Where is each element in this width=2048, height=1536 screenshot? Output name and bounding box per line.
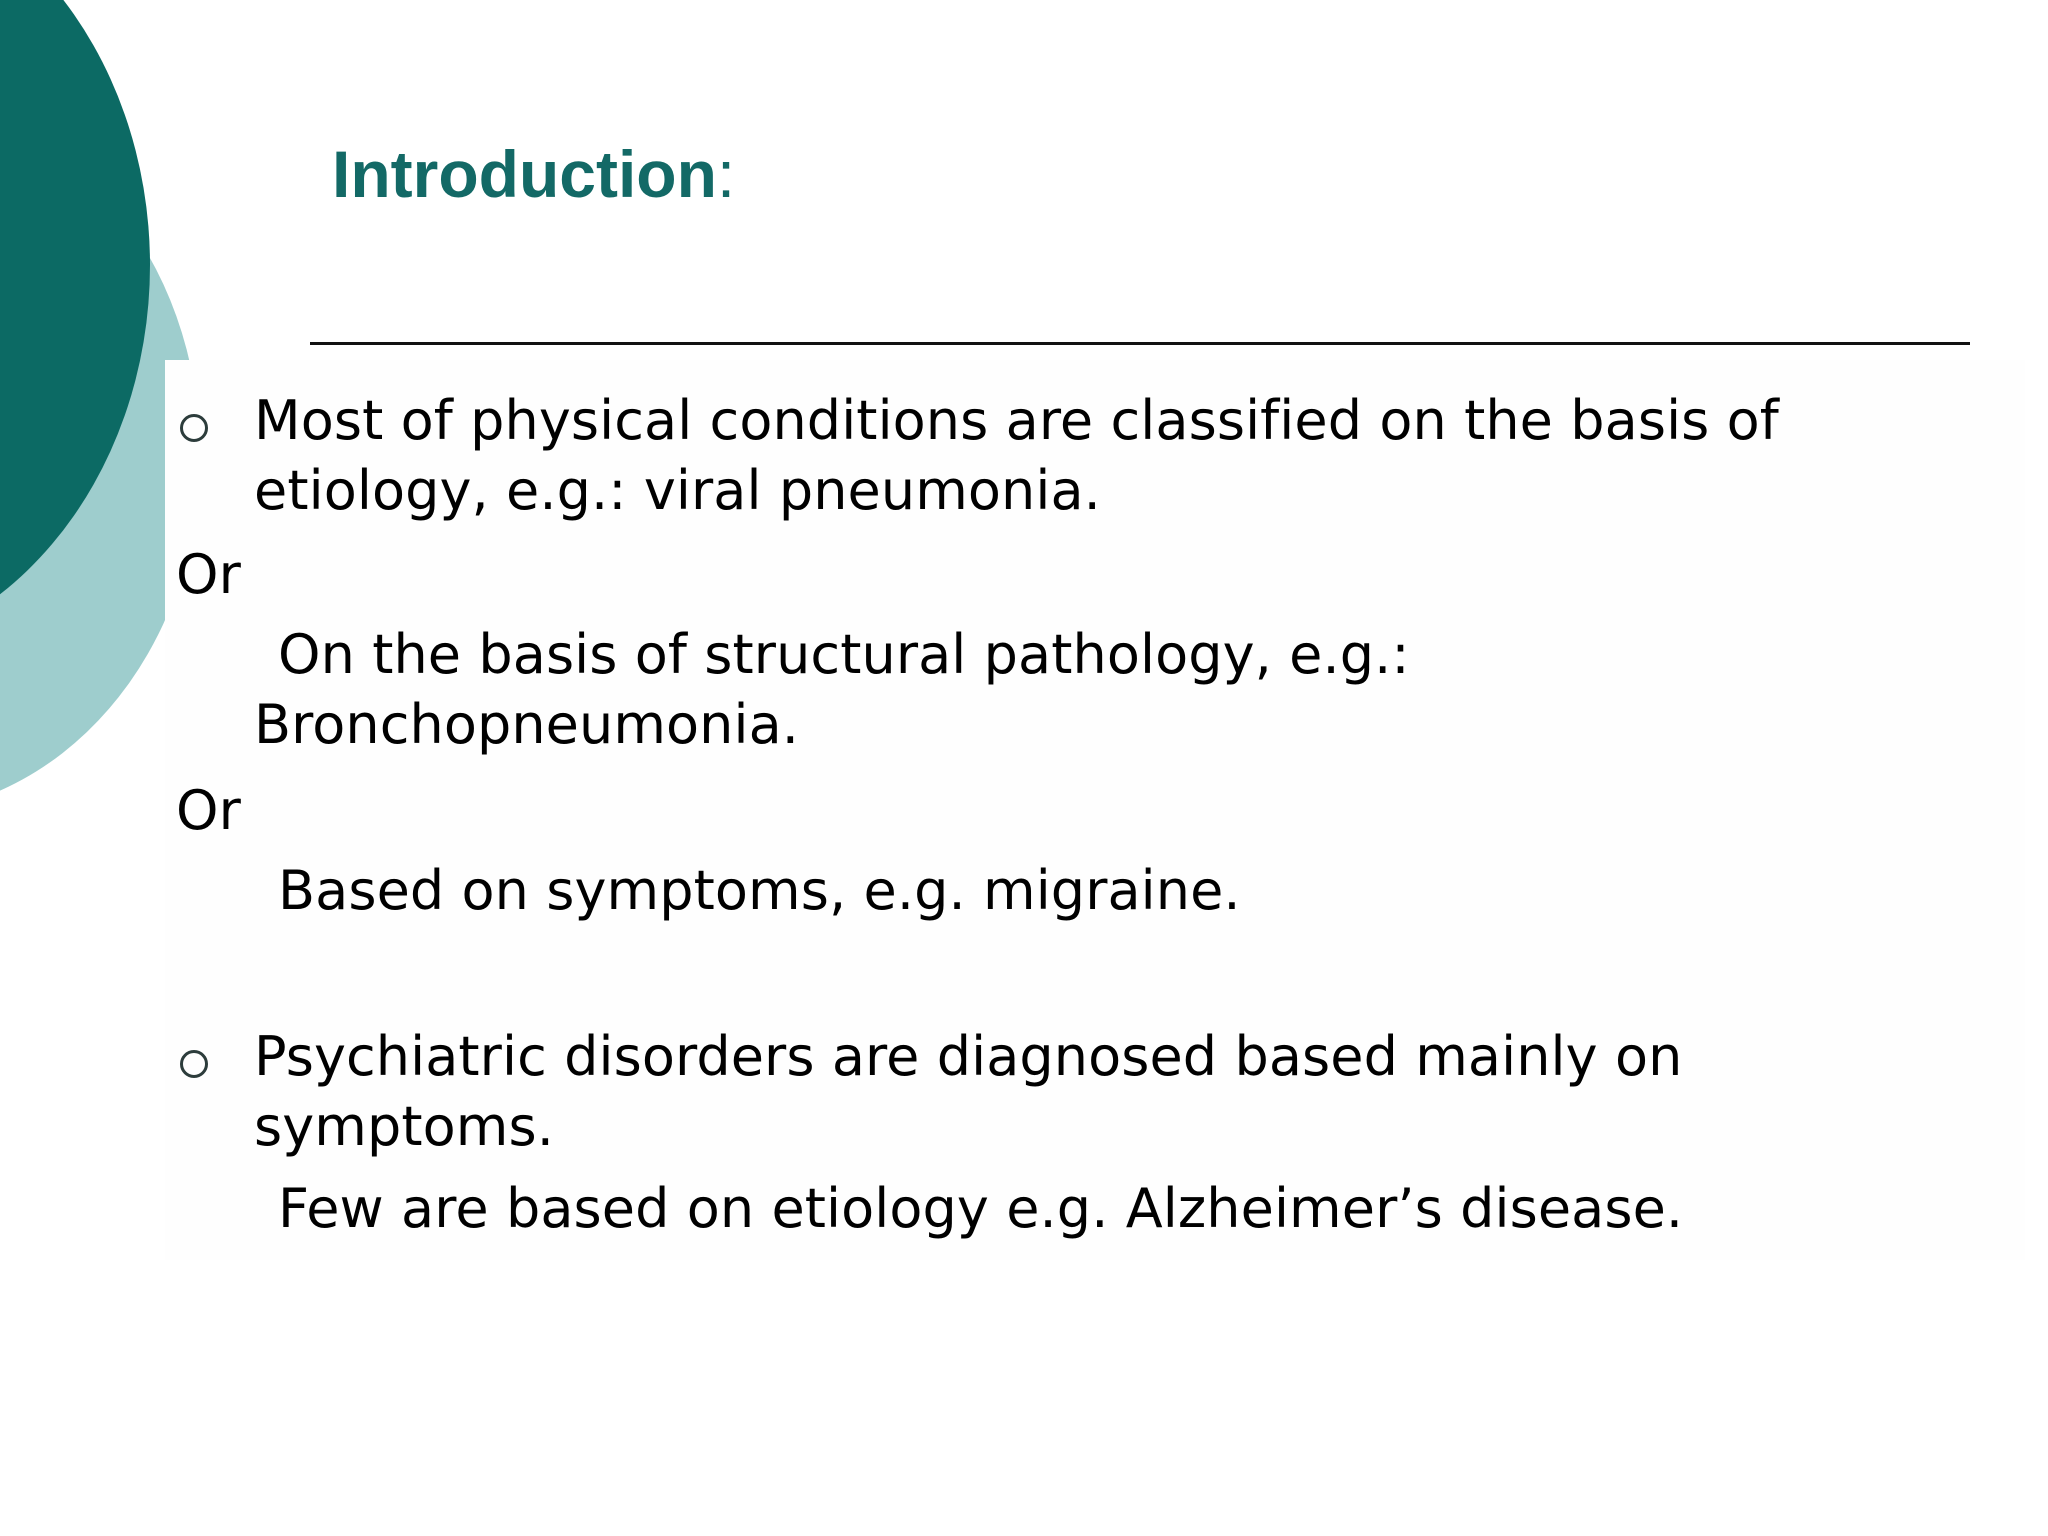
structural-pathology-line-1: On the basis of structural pathology, e.g.:	[278, 623, 1410, 686]
bullet-2-line-2: symptoms.	[254, 1095, 554, 1158]
title-divider	[310, 342, 1970, 345]
etiology-example-line: Few are based on etiology e.g. Alzheimer’s disease.	[278, 1177, 1684, 1240]
bullet-1-line-2: etiology, e.g.: viral pneumonia.	[254, 459, 1101, 522]
slide-title	[332, 132, 735, 216]
or-connector-1: Or	[176, 543, 241, 606]
or-connector-2: Or	[176, 779, 241, 842]
bullet-2-line-1: Psychiatric disorders are diagnosed based mainly on	[254, 1025, 1683, 1088]
slide-title-text: Introduction	[332, 137, 717, 211]
slide-title-colon: :	[716, 137, 736, 211]
bullet-1-line-1: Most of physical conditions are classified on the basis of	[254, 389, 1779, 452]
bullet-circle-icon	[180, 414, 208, 442]
structural-pathology-line-2: Bronchopneumonia.	[254, 693, 800, 756]
bullet-circle-icon	[180, 1050, 208, 1078]
symptoms-example-line: Based on symptoms, e.g. migraine.	[278, 859, 1241, 922]
